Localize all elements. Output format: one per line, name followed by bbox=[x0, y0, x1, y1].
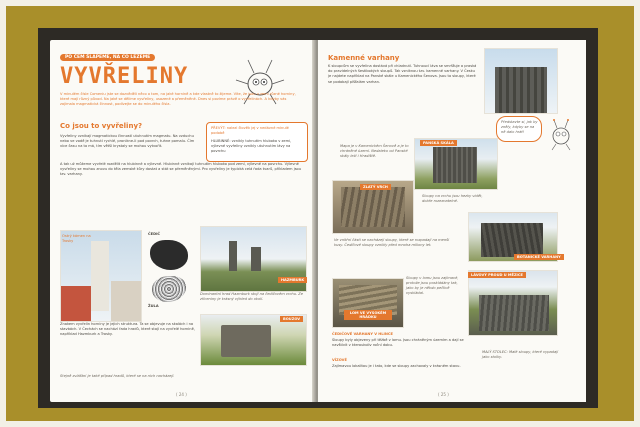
section-title: Co jsou to vyvřeliny? bbox=[60, 122, 143, 130]
footnote: Stejně zvláštní je také případ hradů, které se na nich nacházejí. bbox=[60, 374, 175, 378]
page-number: ( 24 ) bbox=[176, 392, 187, 397]
lom-photo bbox=[332, 278, 404, 328]
photo-label: ZLATÝ VRCH bbox=[360, 184, 391, 190]
definition-box bbox=[206, 122, 308, 162]
topic-badge: PO ČEM ŠLAPEME, NA CO LEZEME bbox=[60, 54, 155, 61]
photo-caption: Mapa je v Kamenickém Šenově a je to chráněné území. Nedaleko od Panské skály leží i Hradiště. bbox=[340, 144, 409, 158]
intro-text: K sloupcům se vyvřelina dostává při chladnutí. Tuhnoucí láva se smršťuje a praská do pravidelných šestibokých sloupů. Tak vzniknou tzv. kamenné varhany. V Česku je najdete například na Panské skále u Kamenického Šenova. Jsou to sloupy, které se podobají píšťalám varhan. bbox=[328, 64, 477, 84]
speech-text: Představte si, jak by zněly, kdyby se na ně dalo hrát! bbox=[501, 120, 538, 134]
granite-sample bbox=[152, 276, 186, 302]
speech-bubble bbox=[496, 116, 542, 142]
photo-caption: Sloupy v lomu jsou zajímavé, protože jsou poskládány tak, jako by je někdo pečlivě vyskládal. bbox=[406, 276, 459, 295]
photo-label: LOM VE VYSOKÉM HRÁDKU bbox=[344, 310, 392, 320]
definition-note: PŘEVÝT: nalezl člověk jej v nedávné minulé podobě bbox=[211, 126, 289, 136]
lava-flow-photo bbox=[468, 270, 558, 336]
left-page bbox=[50, 40, 315, 402]
section-title: Kamenné varhany bbox=[328, 54, 400, 62]
rock-name: ŽULA bbox=[148, 304, 159, 308]
body-paragraph: Vyvřeliny vznikají magmatickou činností utuhnutím magmatu. Na vzduchu nebo ve vodě je tuhnutí rychlé, pronikne-li pod povrch, tuhne pomalu. Čím více času na to má, tím větší krystaly se mohou vytvořit. bbox=[60, 134, 195, 149]
photo-caption: Ve vnitřní části se nacházejí sloupy, které se rozpadají na menší kusy. Čedičové sloupy vznikly před mnoha miliony let. bbox=[334, 238, 449, 247]
rock-pillar-photo bbox=[484, 48, 558, 114]
page-title: VYVŘELINY bbox=[60, 64, 189, 89]
tower-label: Ostrý kámen na Trosky bbox=[62, 234, 91, 244]
photo-label: HAZMBURK bbox=[278, 277, 307, 283]
photo-label: BOUZOV bbox=[280, 316, 303, 322]
rock-name: ČEDIČ bbox=[148, 232, 161, 236]
intro-text: V minulém čísle Comeniu jste se dozvěděli něco o tom, na jaké hornině a kde vlastně to žijeme. Víte, že jsou v zemi různé horniny, které mají různý původ. Na jaké se dělíme vyvřeliny, usazené a přeměněné. Dnes si povíme právě o vyvřelinách. A kdyby vás zajímala magmatická činnost, podívejte se do minulého čísla. bbox=[60, 92, 296, 107]
photo-label: PANSKÁ SKÁLA bbox=[420, 140, 457, 146]
photo-caption: Sloupy na vrchu jsou hezky vidět, dobře rozeznatelné. bbox=[422, 194, 483, 203]
basalt-sample bbox=[150, 240, 188, 270]
definition-note: HLUBINNÉ: vznikly tuhnutím hluboko v zemi, výlevné vyvřeliny vznikly utuhnutím lávy na povrchu bbox=[211, 139, 292, 154]
doodle-creature-icon bbox=[544, 118, 578, 152]
right-page bbox=[318, 40, 586, 402]
photo-caption: Dominantní hrad Hazmburk stojí na čedičovém vrchu. Ze zříceniny je krásný výhled do okolí. bbox=[200, 292, 303, 301]
photo-label: BOTANICKÉ VARHANY bbox=[514, 254, 564, 260]
page-number: ( 25 ) bbox=[438, 392, 449, 397]
subheading: VÍZOVÉ bbox=[332, 358, 347, 362]
body-paragraph: A tak už můžeme vyvřelé rozdělit na hlubinné a výlevné. Hlubinné vznikají tuhnutím hluboko pod zemí, výlevné na povrchu. Výlevné vyvřeliny se mohou znovu do těla zemské kůry dostat a stát se přeměněnými. Pro vyvřeliny je typická celá řada tvarů, příkladem jsou tzv. varhany. bbox=[60, 162, 302, 177]
photo-label: LÁVOVÝ PROUD U MĚZICE bbox=[468, 272, 526, 278]
body-paragraph: Sloupy byly objeveny při těžbě v lomu. Jsou chráněným územím a dají se navštívit v kteroukoliv roční dobu. bbox=[332, 338, 464, 348]
photo-caption: MALÝ STOLEC: Malé sloupy, které vypadají jako stolky. bbox=[482, 350, 559, 359]
subheading: ČEDIČOVÉ VARHANY V HLINCE bbox=[332, 332, 393, 336]
body-paragraph: Zajímavou lokalitou je i tato, kde se sloupy zachovaly v krásném stavu. bbox=[332, 364, 461, 368]
body-paragraph: Znakem vyvřelin horniny je jejich struktura. Ta se objevuje na skalách i na stavbách. V Čechách se nachází řada hradů, které stojí na vyvřelé hornině, například Hazmburk a Trosky. bbox=[60, 322, 195, 337]
